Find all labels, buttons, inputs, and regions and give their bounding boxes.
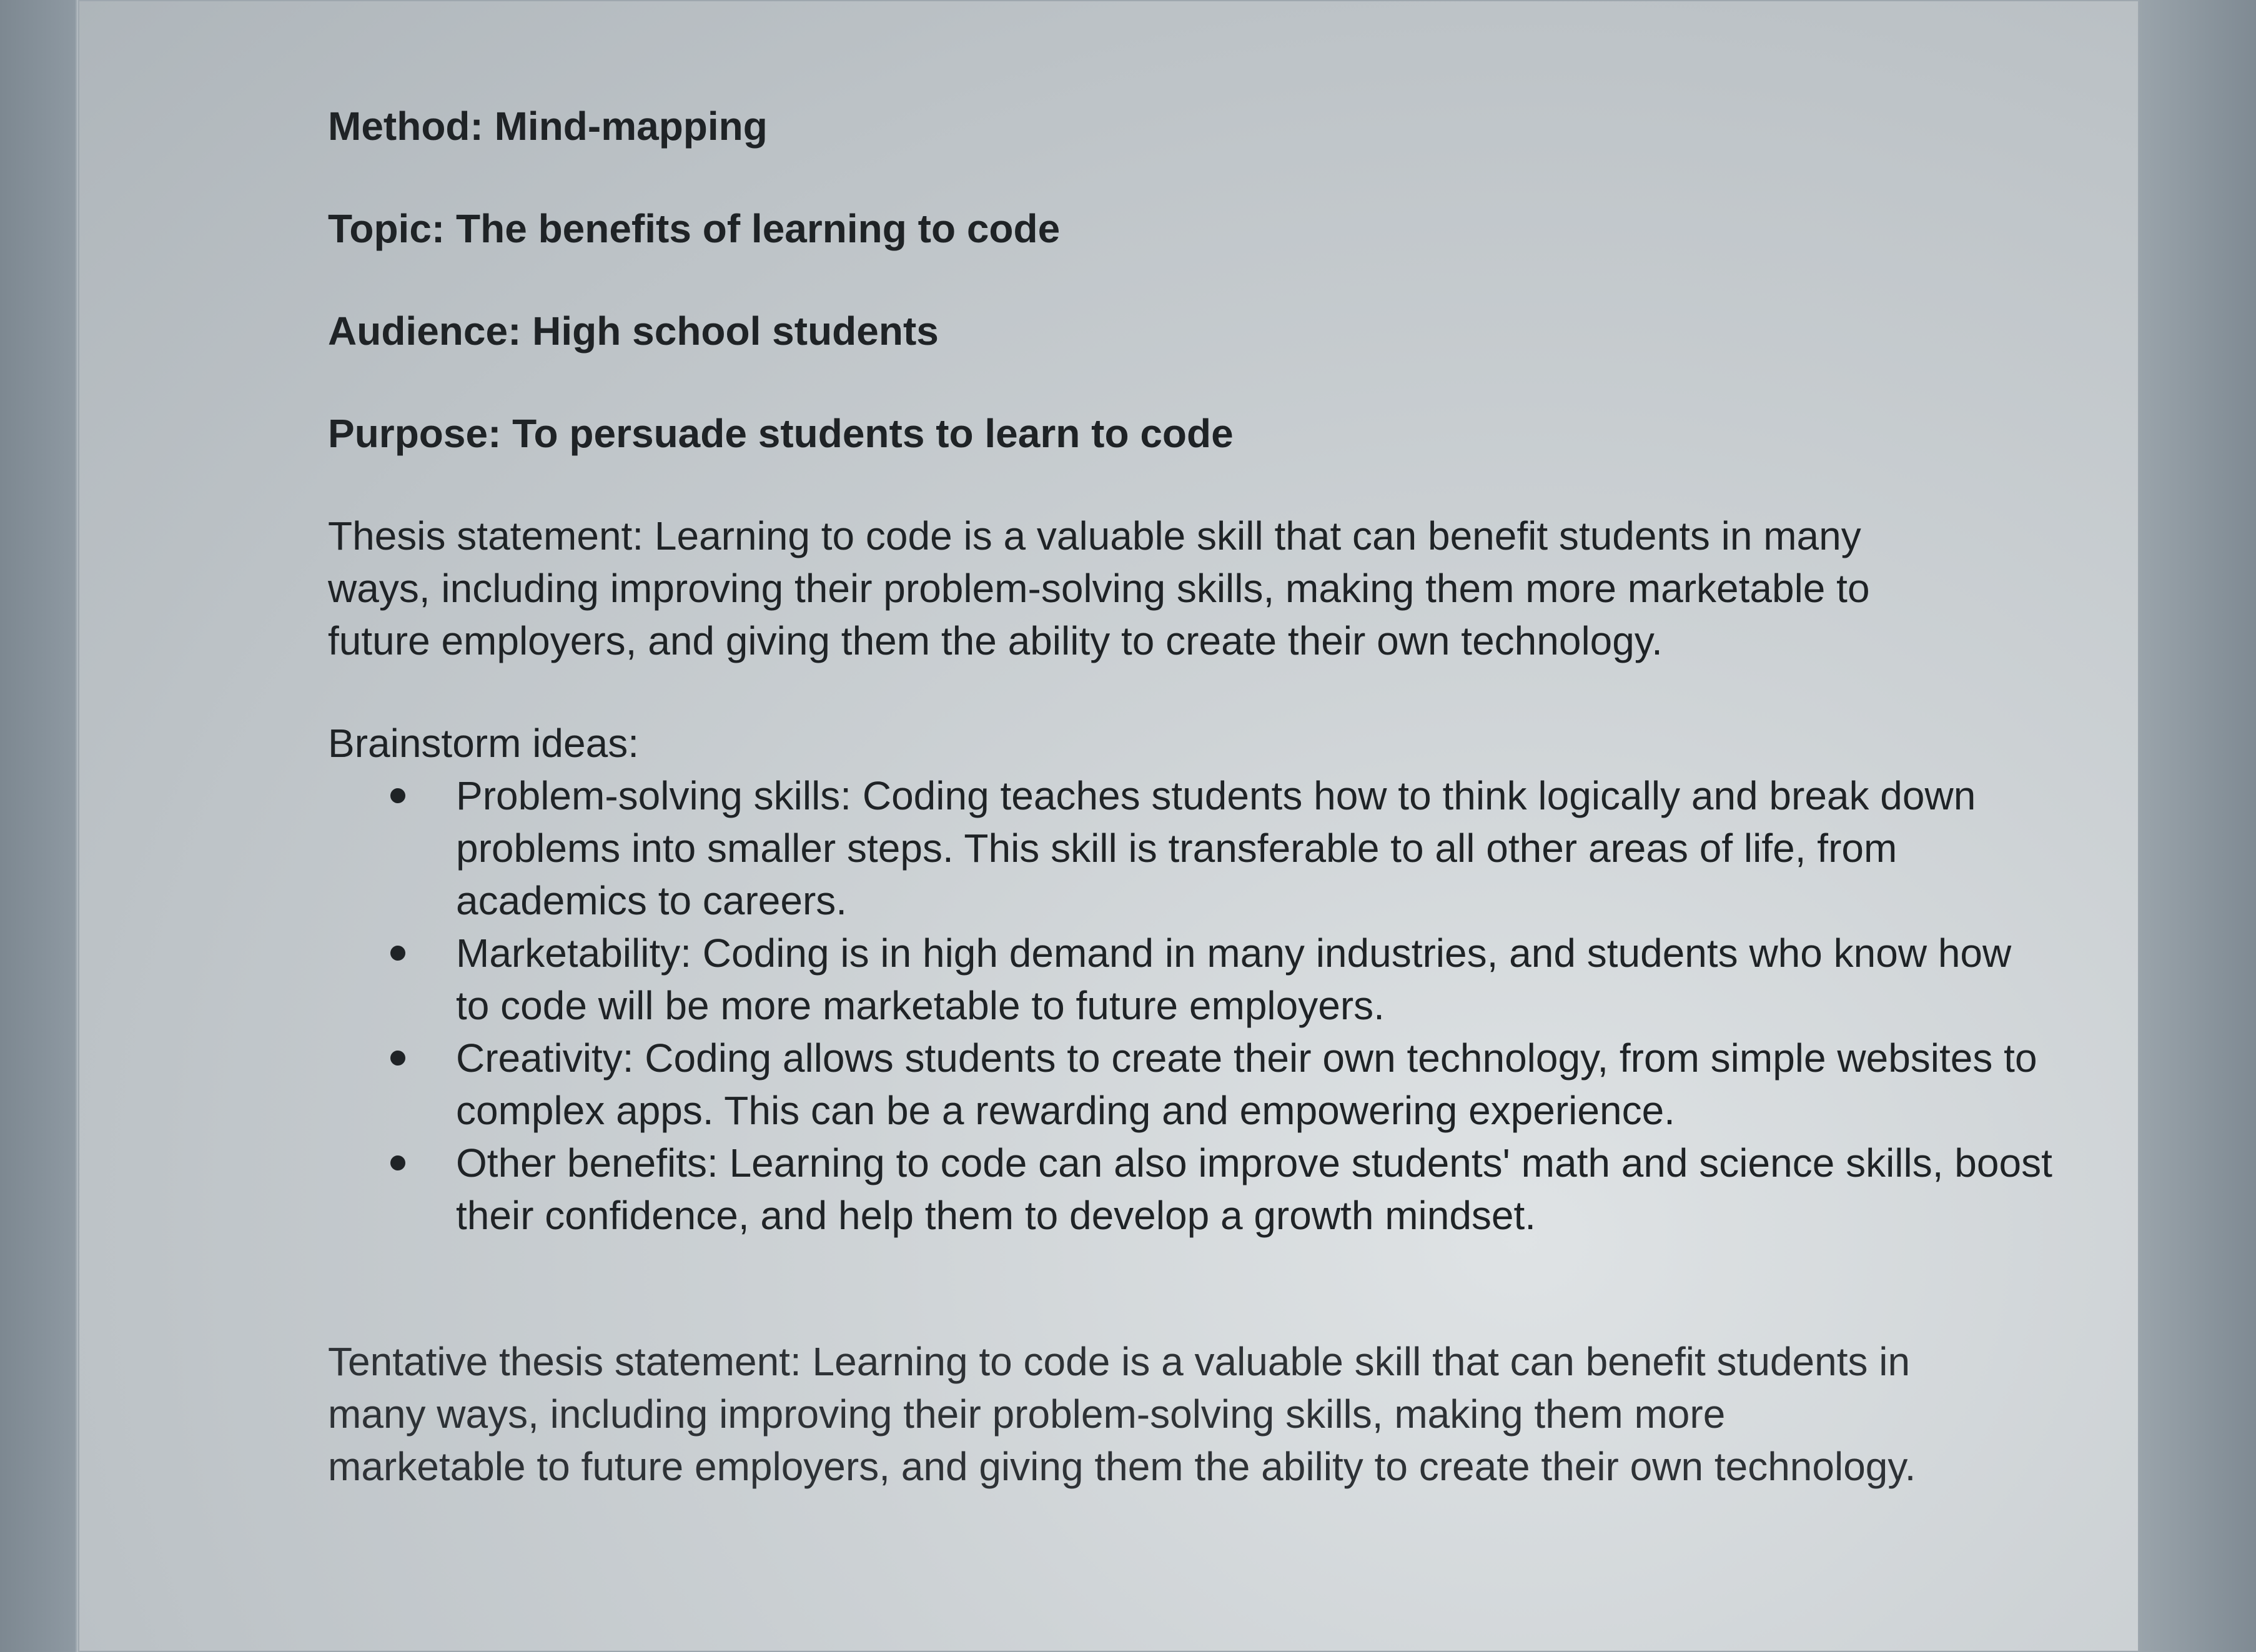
- list-item: [456, 927, 2055, 1032]
- idea-label: Problem-solving skills:: [456, 773, 852, 818]
- topic-label: Topic:: [328, 206, 445, 251]
- idea-text: Coding teaches students how to think logically and break down problems into smaller steps. This skill is transferable to all other areas of life, from academics to careers.: [456, 773, 1976, 923]
- thesis-statement: [328, 510, 1921, 667]
- topic-line: [328, 202, 2014, 255]
- idea-text: Coding is in high demand in many industries, and students who know how to code will be more marketable to future employers.: [456, 931, 2012, 1028]
- list-item: [456, 1137, 2055, 1242]
- thesis-label: Thesis statement:: [328, 513, 644, 558]
- list-item: [456, 1032, 2055, 1137]
- bullet-icon: [390, 1155, 405, 1170]
- method-line: [328, 100, 2014, 152]
- document-body: [328, 100, 2052, 1543]
- thesis-text: Learning to code is a valuable skill that can benefit students in many ways, including improving their problem-solving skills, making them more marketable to future employers, and giving them the ability to create their own technology.: [328, 513, 1870, 663]
- bullet-icon: [390, 946, 405, 961]
- bullet-icon: [390, 788, 405, 803]
- idea-label: Other benefits:: [456, 1140, 718, 1185]
- list-item: [456, 769, 2055, 927]
- purpose-label: Purpose:: [328, 411, 502, 456]
- tentative-thesis-statement: [328, 1335, 1921, 1493]
- audience-value: High school students: [532, 309, 939, 354]
- brainstorm-list: [328, 769, 2055, 1242]
- audience-label: Audience:: [328, 309, 522, 354]
- idea-label: Creativity:: [456, 1036, 634, 1081]
- purpose-line: [328, 407, 2014, 460]
- idea-text: Learning to code can also improve students' math and science skills, boost their confidence, and help them to develop a growth mindset.: [456, 1140, 2052, 1238]
- bullet-icon: [390, 1051, 405, 1066]
- topic-value: The benefits of learning to code: [456, 206, 1061, 251]
- tentative-thesis-text: Learning to code is a valuable skill that can benefit students in many ways, including improving their problem-solving skills, making them more marketable to future employers, and giving them the ability to create their own technology.: [328, 1339, 1916, 1489]
- document-page: [78, 0, 2139, 1652]
- method-label: Method:: [328, 104, 483, 149]
- brainstorm-heading: Brainstorm ideas:: [328, 721, 639, 766]
- tentative-thesis-label: Tentative thesis statement:: [328, 1339, 801, 1384]
- idea-text: Coding allows students to create their own technology, from simple websites to complex apps. This can be a rewarding and empowering experience.: [456, 1036, 2037, 1133]
- method-value: Mind-mapping: [494, 104, 768, 149]
- audience-line: [328, 305, 2014, 357]
- idea-label: Marketability:: [456, 931, 691, 976]
- purpose-value: To persuade students to learn to code: [512, 411, 1234, 456]
